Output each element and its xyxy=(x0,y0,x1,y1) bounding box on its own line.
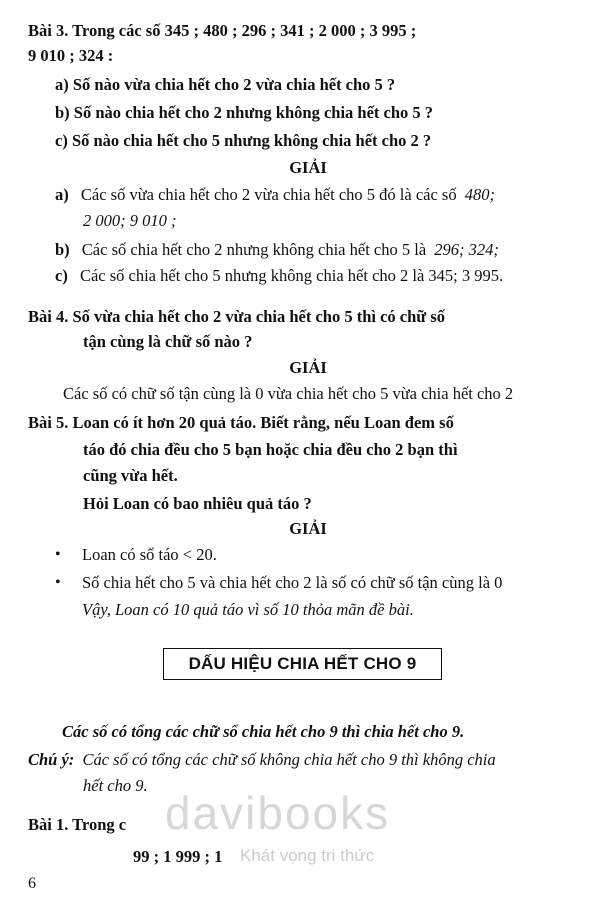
bullet-dot-2: • xyxy=(55,574,61,591)
bai3-answer-c xyxy=(55,266,503,286)
note-text: Các số có tổng các chữ số không chia hết cho 9 thì không chia xyxy=(82,750,496,769)
bai5-line2: táo đó chia đều cho 5 bạn hoặc chia đều cho 2 bạn thì xyxy=(83,440,458,459)
bai5-conclusion: Vậy, Loan có 10 quả táo vì số 10 thỏa mãn đề bài. xyxy=(82,600,414,619)
bai5-bullet-2: Số chia hết cho 5 và chia hết cho 2 là số có chữ số tận cùng là 0 xyxy=(82,573,503,592)
watermark-logo: davibooks xyxy=(165,787,391,839)
answer-a-values-cont: 2 000; 9 010 ; xyxy=(83,211,177,230)
bai4-title: Bài 4. Số vừa chia hết cho 2 vừa chia hết cho 5 thì có chữ số xyxy=(28,307,446,326)
section-title-box xyxy=(163,648,442,680)
answer-a-text: Các số vừa chia hết cho 2 vừa chia hết cho 5 đó là các số xyxy=(80,185,457,204)
bai3-answer-b xyxy=(55,240,499,260)
answer-b-label: b) xyxy=(55,240,70,259)
bullet-dot-1: • xyxy=(55,546,61,563)
bai3-title: Bài 3. Trong các số 345 ; 480 ; 296 ; 341 ; 2 000 ; 3 995 ; xyxy=(28,21,417,40)
bai1-title: Bài 1. Trong c xyxy=(28,815,127,834)
page-number: 6 xyxy=(28,875,36,892)
note-text-cont: hết cho 9. xyxy=(83,776,148,795)
bai3-answer-a xyxy=(55,185,495,205)
answer-a-values: 480; xyxy=(464,185,495,204)
bai1-numbers: 99 ; 1 999 ; 1 xyxy=(133,847,223,866)
watermark-tagline: Khát vọng tri thức xyxy=(240,846,375,865)
bai4-answer: Các số có chữ số tận cùng là 0 vừa chia hết cho 5 vừa chia hết cho 2 xyxy=(63,384,514,403)
bai3-numbers-cont: 9 010 ; 324 : xyxy=(28,46,114,65)
section-rule: Các số có tổng các chữ số chia hết cho 9 thì chia hết cho 9. xyxy=(62,722,465,741)
note-label: Chú ý: xyxy=(28,750,75,769)
bai5-question: Hỏi Loan có bao nhiêu quả táo ? xyxy=(83,494,312,513)
answer-c-text: Các số chia hết cho 5 nhưng không chia hết cho 2 là 345; 3 995. xyxy=(79,266,504,285)
bai5-title: Bài 5. Loan có ít hơn 20 quả táo. Biết rằng, nếu Loan đem số xyxy=(28,413,454,432)
section-title: DẤU HIỆU CHIA HẾT CHO 9 xyxy=(188,654,417,673)
bai3-question-c: c) Số nào chia hết cho 5 nhưng không chia hết cho 2 ? xyxy=(55,131,432,150)
answer-b-values: 296; 324; xyxy=(434,240,499,259)
bai3-question-b: b) Số nào chia hết cho 2 nhưng không chia hết cho 5 ? xyxy=(55,103,434,122)
bai4-title-cont: tận cùng là chữ số nào ? xyxy=(83,332,253,351)
answer-c-label: c) xyxy=(55,266,68,285)
bai3-solution-heading: GIẢI xyxy=(289,158,327,177)
answer-b-text: Các số chia hết cho 2 nhưng không chia hết cho 5 là xyxy=(81,240,427,259)
bai5-solution-heading: GIẢI xyxy=(289,519,327,538)
bai5-bullet-1: Loan có số táo < 20. xyxy=(82,545,217,564)
bai3-question-a: a) Số nào vừa chia hết cho 2 vừa chia hết cho 5 ? xyxy=(55,75,396,94)
section-note xyxy=(28,750,496,770)
bai5-line3: cũng vừa hết. xyxy=(83,466,178,485)
answer-a-label: a) xyxy=(55,185,69,204)
bai4-solution-heading: GIẢI xyxy=(289,358,327,377)
